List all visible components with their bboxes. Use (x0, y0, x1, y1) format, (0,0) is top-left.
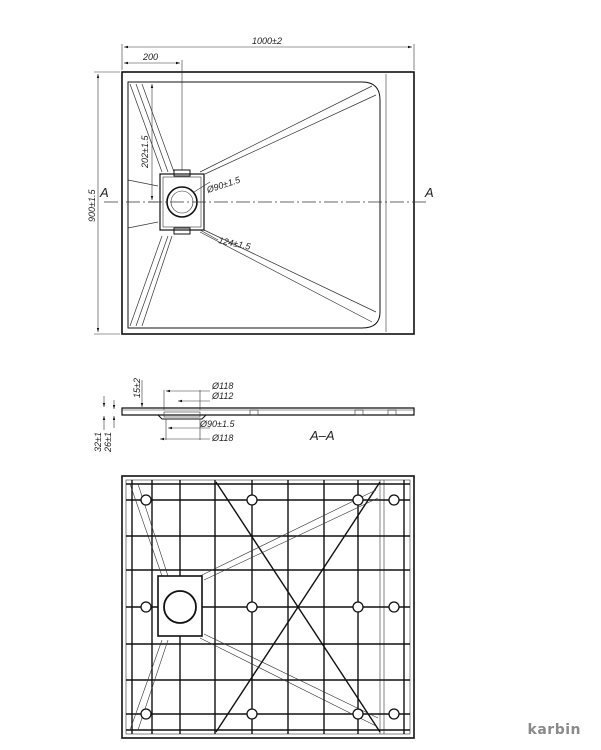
dim-section-height-total: 32±1 (93, 432, 103, 452)
dim-drain-plate: 124±1.5 (217, 235, 252, 252)
dim-section-height-body: 26±1 (103, 432, 113, 452)
slope-lines (128, 84, 376, 326)
dim-overall-depth: 900±1.5 (87, 189, 97, 222)
section-view (93, 378, 414, 453)
dim-drain-center-y: 202±1.5 (140, 135, 150, 168)
dim-section-top-offset: 15±2 (132, 378, 142, 398)
dim-overall-width: 1000±2 (252, 36, 282, 46)
section-mark-right: A (425, 185, 434, 200)
dim-section-118-bottom: Ø118 (212, 433, 234, 443)
underside-drain-hole (164, 591, 196, 623)
dim-drain-offset: 200 (143, 52, 159, 62)
brand-logo: karbin (527, 722, 581, 738)
dim-section-118-top: Ø118 (212, 381, 234, 391)
dim-section-90: Ø90±1.5 (200, 419, 235, 429)
bottom-view (122, 476, 414, 738)
section-label: A–A (310, 428, 335, 443)
plan-view (87, 36, 434, 334)
dim-section-112: Ø112 (212, 391, 234, 401)
section-mark-left: A (100, 185, 109, 200)
dim-drain-diameter: Ø90±1.5 (205, 174, 242, 195)
